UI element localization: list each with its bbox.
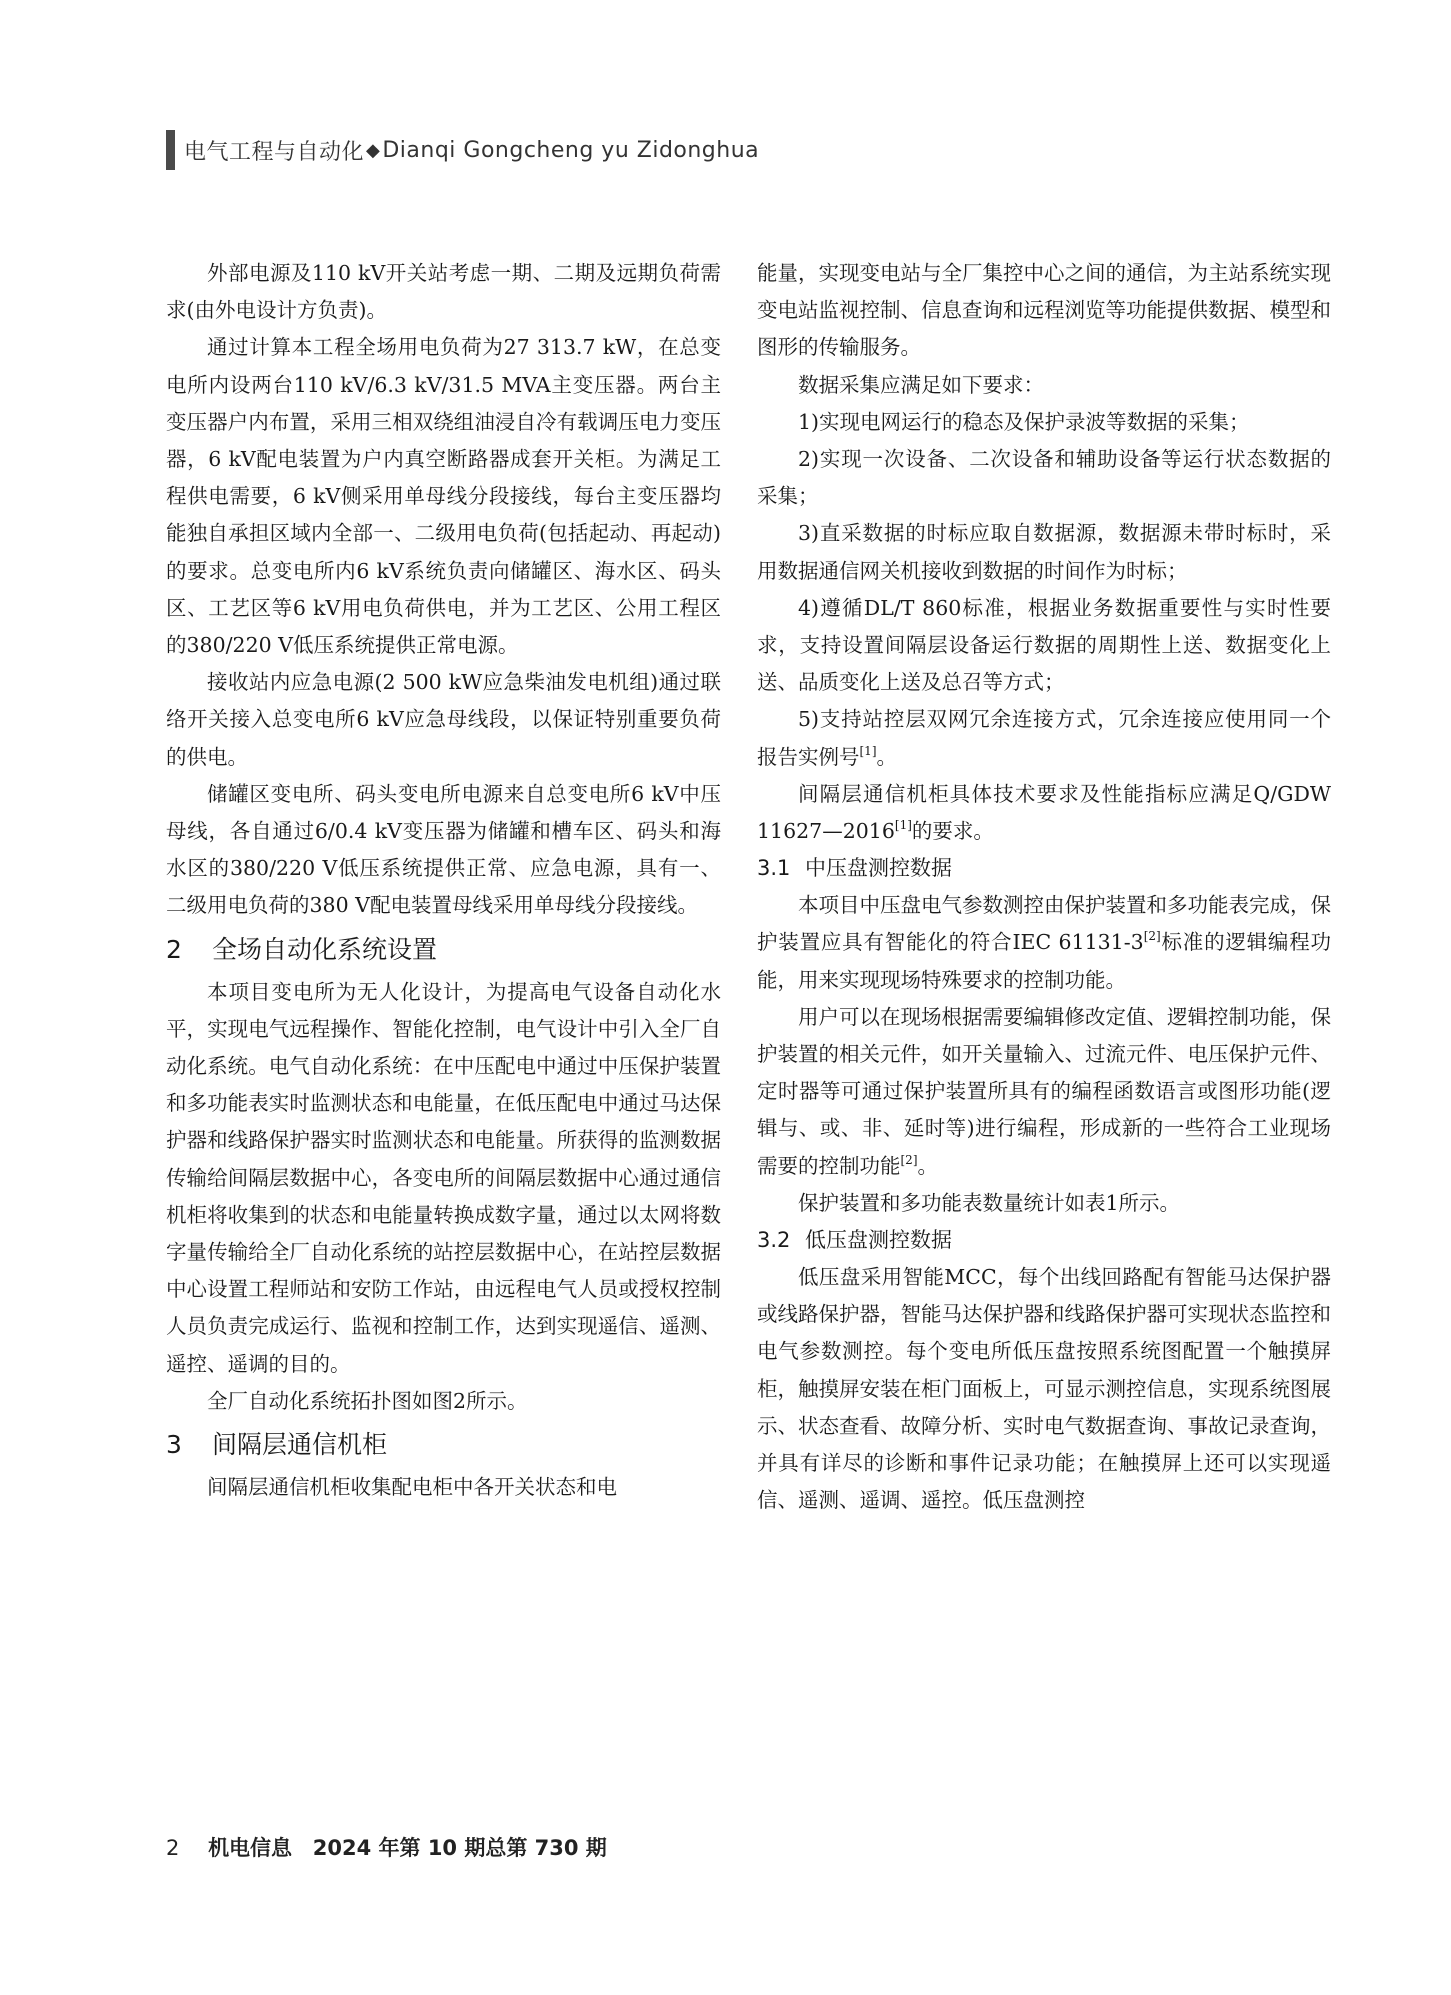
- paragraph: 低压盘采用智能MCC，每个出线回路配有智能马达保护器或线路保护器，智能马达保护器和线路保护器可实现状态监控和电气参数测控。每个变电所低压盘按照系统图配置一个触摸屏柜，触摸屏安装在柜门面板上，可显示测控信息，实现系统图展示、状态查看、故障分析、实时电气数据查询、事故记录查询，并具有详尽的诊断和事件记录功能；在触摸屏上还可以实现遥信、遥测、遥调、遥控。低压盘测控: [757, 1265, 1331, 1513]
- subsection-title: 中压盘测控数据: [805, 856, 952, 881]
- list-item: 2)实现一次设备、二次设备和辅助设备等运行状态数据的采集；: [757, 447, 1331, 509]
- section-title: 间隔层通信机柜: [212, 1430, 388, 1460]
- section-heading-3: [166, 1425, 721, 1465]
- section-number: 2: [166, 934, 182, 964]
- section-title: 全场自动化系统设置: [212, 934, 438, 964]
- paragraph: 能量，实现变电站与全厂集控中心之间的通信，为主站系统实现变电站监视控制、信息查询和远程浏览等功能提供数据、模型和图形的传输服务。: [757, 261, 1331, 360]
- page-footer: [166, 1832, 607, 1862]
- text: 用户可以在现场根据需要编辑修改定值、逻辑控制功能，保护装置的相关元件，如开关量输入、过流元件、电压保护元件、定时器等可通过保护装置所具有的编程函数语言或图形功能(逻辑与、或、非、延时等)进行编程，形成新的一些符合工业现场需要的控制功能: [757, 1004, 1331, 1178]
- citation: [2]: [1143, 929, 1161, 944]
- citation: [2]: [900, 1152, 918, 1167]
- list-item: 3)直采数据的时标应取自数据源，数据源未带时标时，采用数据通信网关机接收到数据的时间作为时标；: [757, 521, 1331, 583]
- header-separator-icon: ◆: [366, 139, 381, 161]
- paragraph: 保护装置和多功能表数量统计如表1所示。: [798, 1190, 1181, 1215]
- subsection-heading-3-2: [757, 1222, 1331, 1259]
- text: 5)支持站控层双网冗余连接方式，冗余连接应使用同一个报告实例号: [757, 707, 1331, 769]
- list-item: 1)实现电网运行的稳态及保护录波等数据的采集；: [798, 409, 1250, 434]
- running-head: [166, 130, 759, 170]
- citation: [1]: [859, 743, 877, 758]
- text: 间隔层通信机柜具体技术要求及性能指标应满足Q/GDW 11627—2016: [757, 781, 1331, 844]
- text: 。: [917, 1153, 938, 1178]
- paragraph: 本项目变电所为无人化设计，为提高电气设备自动化水平，实现电气远程操作、智能化控制，电气设计中引入全厂自动化系统。电气自动化系统：在中压配电中通过中压保护装置和多功能表实时监测状态和电能量，在低压配电中通过马达保护器和线路保护器实时监测状态和电能量。所获得的监测数据传输给间隔层数据中心，各变电所的间隔层数据中心通过通信机柜将收集到的状态和电能量转换成数字量，通过以太网将数字量传输给全厂自动化系统的站控层数据中心，在站控层数据中心设置工程师站和安防工作站，由远程电气人员或授权控制人员负责完成运行、监视和控制工作，达到实现遥信、遥测、遥控、遥调的目的。: [166, 979, 721, 1376]
- paragraph: 外部电源及110 kV开关站考虑一期、二期及远期负荷需求(由外电设计方负责)。: [166, 261, 721, 323]
- header-title-pinyin: Dianqi Gongcheng yu Zidonghua: [382, 137, 760, 163]
- section-heading-2: [166, 930, 721, 970]
- header-bar: [166, 130, 175, 170]
- left-column: [166, 255, 721, 1506]
- paragraph: 全厂自动化系统拓扑图如图2所示。: [207, 1388, 528, 1413]
- list-item: [757, 701, 1331, 775]
- subsection-title: 低压盘测控数据: [805, 1228, 952, 1253]
- right-column: [757, 255, 1331, 1520]
- subsection-heading-3-1: [757, 850, 1331, 887]
- text: 的要求。: [911, 819, 994, 844]
- paragraph: [757, 887, 1331, 999]
- paragraph: 通过计算本工程全场用电负荷为27 313.7 kW，在总变电所内设两台110 kV/6.3 kV/31.5 MVA主变压器。两台主变压器户内布置，采用三相双绕组油浸自冷有载调压电力变压器，6 kV配电装置为户内真空断路器成套开关柜。为满足工程供电需要，6 kV侧采用单母线分段接线，每台主变压器均能独自承担区域内全部一、二级用电负荷(包括起动、再起动)的要求。总变电所内6 kV系统负责向储罐区、海水区、码头区、工艺区等6 kV用电负荷供电，并为工艺区、公用工程区的380/220 V低压系统提供正常电源。: [166, 335, 721, 658]
- paragraph: 接收站内应急电源(2 500 kW应急柴油发电机组)通过联络开关接入总变电所6 kV应急母线段，以保证特别重要负荷的供电。: [166, 670, 721, 769]
- page-number: 2: [166, 1836, 180, 1860]
- paragraph: 数据采集应满足如下要求：: [798, 372, 1044, 397]
- paragraph: [757, 776, 1331, 850]
- paragraph: 间隔层通信机柜收集配电柜中各开关状态和电: [207, 1475, 617, 1500]
- subsection-number: 3.1: [757, 856, 791, 881]
- paragraph: [757, 999, 1331, 1185]
- text: 本项目中压盘电气参数测控由保护装置和多功能表完成，保护装置应具有智能化的符合IEC 61131-3: [757, 893, 1331, 955]
- list-item: 4)遵循DL/T 860标准，根据业务数据重要性与实时性要求，支持设置间隔层设备运行数据的周期性上送、数据变化上送、品质变化上送及总召等方式；: [757, 595, 1331, 695]
- header-title-cn: 电气工程与自动化: [184, 139, 365, 165]
- text: 标准的逻辑编程功能，用来实现现场特殊要求的控制功能。: [757, 930, 1332, 992]
- text: 。: [876, 744, 897, 769]
- issue-info: 2024 年第 10 期总第 730 期: [312, 1836, 607, 1860]
- subsection-number: 3.2: [757, 1228, 791, 1253]
- journal-name: 机电信息: [208, 1836, 293, 1860]
- paragraph: 储罐区变电所、码头变电所电源来自总变电所6 kV中压母线，各自通过6/0.4 kV变压器为储罐和槽车区、码头和海水区的380/220 V低压系统提供正常、应急电源，具有一、二级用电负荷的380 V配电装置母线采用单母线分段接线。: [166, 781, 721, 918]
- citation: [1]: [894, 818, 912, 833]
- section-number: 3: [166, 1430, 182, 1460]
